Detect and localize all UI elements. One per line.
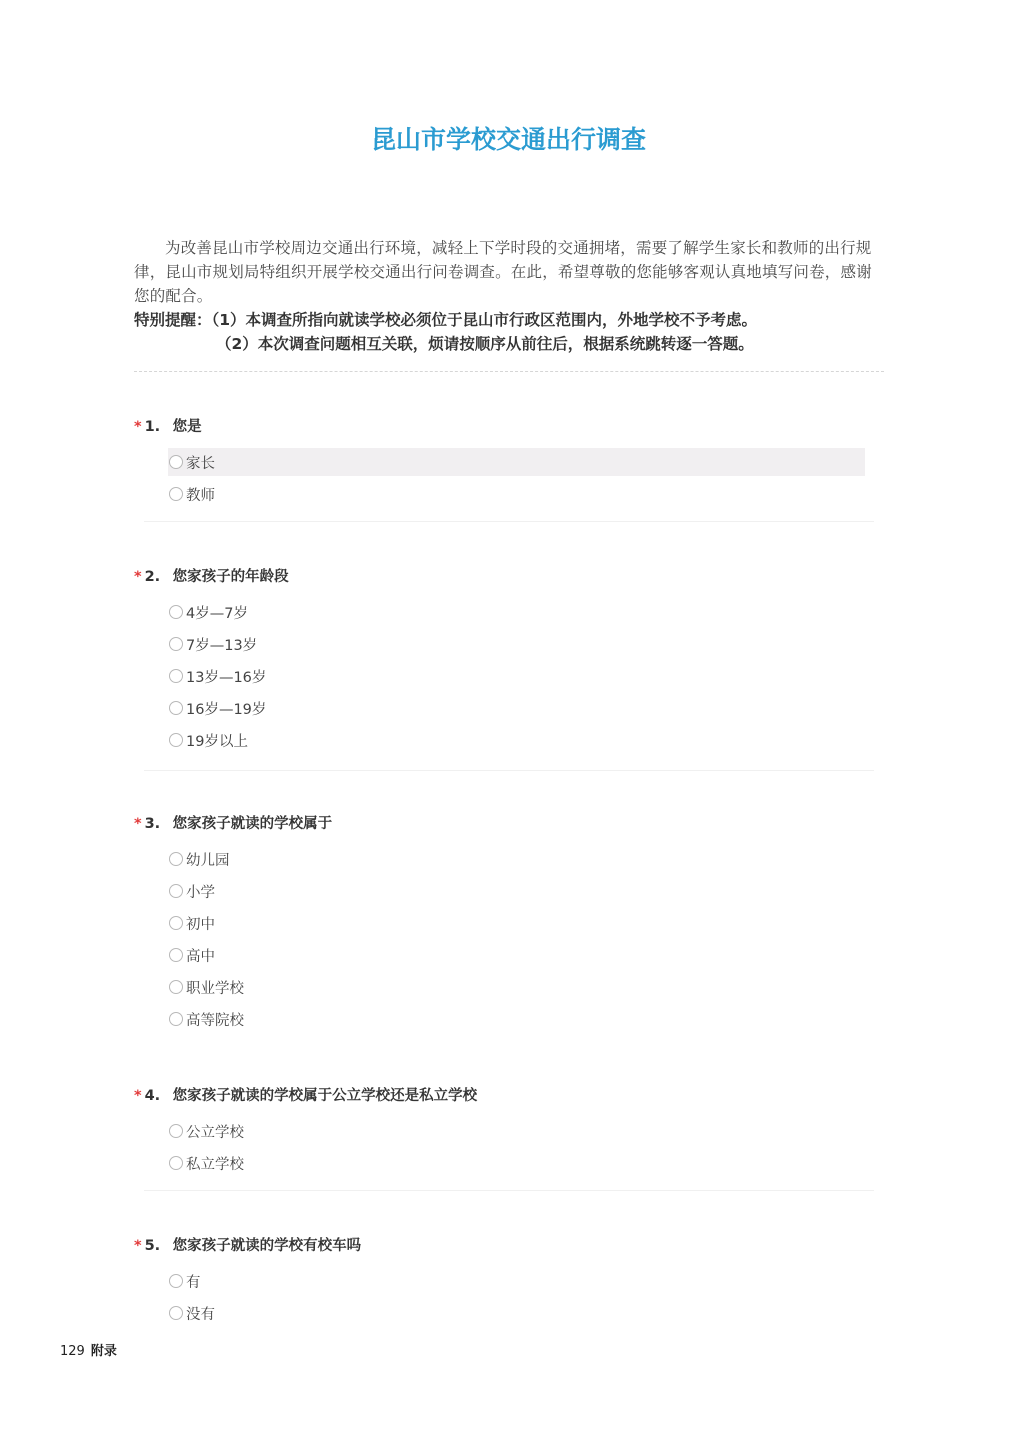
question-3 xyxy=(134,813,874,1037)
radio-icon[interactable] xyxy=(169,884,183,898)
question-text: 您家孩子就读的学校属于 xyxy=(172,816,333,832)
option-public-school[interactable] xyxy=(168,1117,874,1145)
required-mark: * xyxy=(134,1238,142,1254)
radio-icon[interactable] xyxy=(169,1306,183,1320)
question-text: 您家孩子就读的学校有校车吗 xyxy=(172,1238,362,1254)
option-label: 7岁—13岁 xyxy=(186,637,258,654)
option-list xyxy=(168,1267,874,1327)
question-number: 3. xyxy=(144,816,161,832)
notice-line-1: 特别提醒：（1）本调查所指向就读学校必须位于昆山市行政区范围内，外地学校不予考虑。 xyxy=(134,311,758,329)
question-header xyxy=(134,416,874,438)
option-private-school[interactable] xyxy=(168,1149,874,1177)
option-label: 教师 xyxy=(186,487,215,504)
intro-divider xyxy=(134,371,884,372)
option-label: 初中 xyxy=(186,916,215,933)
question-5 xyxy=(134,1235,874,1331)
option-label: 没有 xyxy=(186,1306,215,1323)
page-number: 129 xyxy=(60,1344,85,1359)
option-teacher[interactable] xyxy=(168,480,874,508)
radio-icon[interactable] xyxy=(169,733,183,747)
option-vocational-school[interactable] xyxy=(168,973,874,1001)
option-label: 19岁以上 xyxy=(186,733,248,750)
option-list xyxy=(168,845,874,1033)
question-header xyxy=(134,813,874,835)
radio-icon[interactable] xyxy=(169,916,183,930)
radio-icon[interactable] xyxy=(169,1012,183,1026)
radio-icon[interactable] xyxy=(169,487,183,501)
option-yes[interactable] xyxy=(168,1267,874,1295)
option-label: 小学 xyxy=(186,884,215,901)
option-parent[interactable] xyxy=(168,448,865,476)
special-notice xyxy=(134,308,886,356)
option-label: 16岁—19岁 xyxy=(186,701,267,718)
option-college[interactable] xyxy=(168,1005,874,1033)
question-number: 2. xyxy=(144,569,161,585)
option-age-4-7[interactable] xyxy=(168,598,874,626)
radio-icon[interactable] xyxy=(169,852,183,866)
question-header xyxy=(134,1085,874,1107)
radio-icon[interactable] xyxy=(169,1156,183,1170)
radio-icon[interactable] xyxy=(169,948,183,962)
question-number: 1. xyxy=(144,419,161,435)
page-title: 昆山市学校交通出行调查 xyxy=(370,125,646,154)
radio-icon[interactable] xyxy=(169,980,183,994)
question-text: 您家孩子就读的学校属于公立学校还是私立学校 xyxy=(172,1088,478,1104)
option-no[interactable] xyxy=(168,1299,874,1327)
option-label: 高中 xyxy=(186,948,215,965)
radio-icon[interactable] xyxy=(169,605,183,619)
notice-line-2: （2）本次调查问题相互关联，烦请按顺序从前往后，根据系统跳转逐一答题。 xyxy=(216,335,754,353)
option-age-16-19[interactable] xyxy=(168,694,874,722)
page-footer xyxy=(60,1340,117,1359)
option-label: 私立学校 xyxy=(186,1156,244,1173)
option-label: 家长 xyxy=(186,455,215,472)
required-mark: * xyxy=(134,569,142,585)
option-age-19-plus[interactable] xyxy=(168,726,874,754)
question-separator xyxy=(144,770,874,771)
option-label: 有 xyxy=(186,1274,201,1291)
option-label: 幼儿园 xyxy=(186,852,230,869)
question-header xyxy=(134,566,874,588)
option-list xyxy=(168,1117,874,1177)
option-kindergarten[interactable] xyxy=(168,845,874,873)
radio-icon[interactable] xyxy=(169,637,183,651)
section-label: 附录 xyxy=(90,1344,117,1359)
question-text: 您家孩子的年龄段 xyxy=(172,569,289,585)
question-1 xyxy=(134,416,874,512)
question-2 xyxy=(134,566,874,758)
option-age-13-16[interactable] xyxy=(168,662,874,690)
required-mark: * xyxy=(134,816,142,832)
question-number: 5. xyxy=(144,1238,161,1254)
question-4 xyxy=(134,1085,874,1181)
option-label: 公立学校 xyxy=(186,1124,244,1141)
option-label: 职业学校 xyxy=(186,980,244,997)
question-number: 4. xyxy=(144,1088,161,1104)
option-label: 13岁—16岁 xyxy=(186,669,267,686)
radio-icon[interactable] xyxy=(169,669,183,683)
question-separator xyxy=(144,1190,874,1191)
option-label: 4岁—7岁 xyxy=(186,605,248,622)
question-text: 您是 xyxy=(172,419,202,435)
radio-icon[interactable] xyxy=(169,455,183,469)
radio-icon[interactable] xyxy=(169,1124,183,1138)
option-primary-school[interactable] xyxy=(168,877,874,905)
question-header xyxy=(134,1235,874,1257)
radio-icon[interactable] xyxy=(169,1274,183,1288)
option-label: 高等院校 xyxy=(186,1012,244,1029)
option-junior-high[interactable] xyxy=(168,909,874,937)
survey-intro xyxy=(134,236,886,356)
option-list xyxy=(168,598,874,754)
intro-paragraph: 为改善昆山市学校周边交通出行环境，减轻上下学时段的交通拥堵，需要了解学生家长和教师的出行规律，昆山市规划局特组织开展学校交通出行问卷调查。在此，希望尊敬的您能够客观认真地填写问卷，感谢您的配合。 xyxy=(134,239,872,305)
question-separator xyxy=(144,521,874,522)
radio-icon[interactable] xyxy=(169,701,183,715)
required-mark: * xyxy=(134,1088,142,1104)
option-senior-high[interactable] xyxy=(168,941,874,969)
required-mark: * xyxy=(134,419,142,435)
option-age-7-13[interactable] xyxy=(168,630,874,658)
option-list xyxy=(168,448,874,508)
